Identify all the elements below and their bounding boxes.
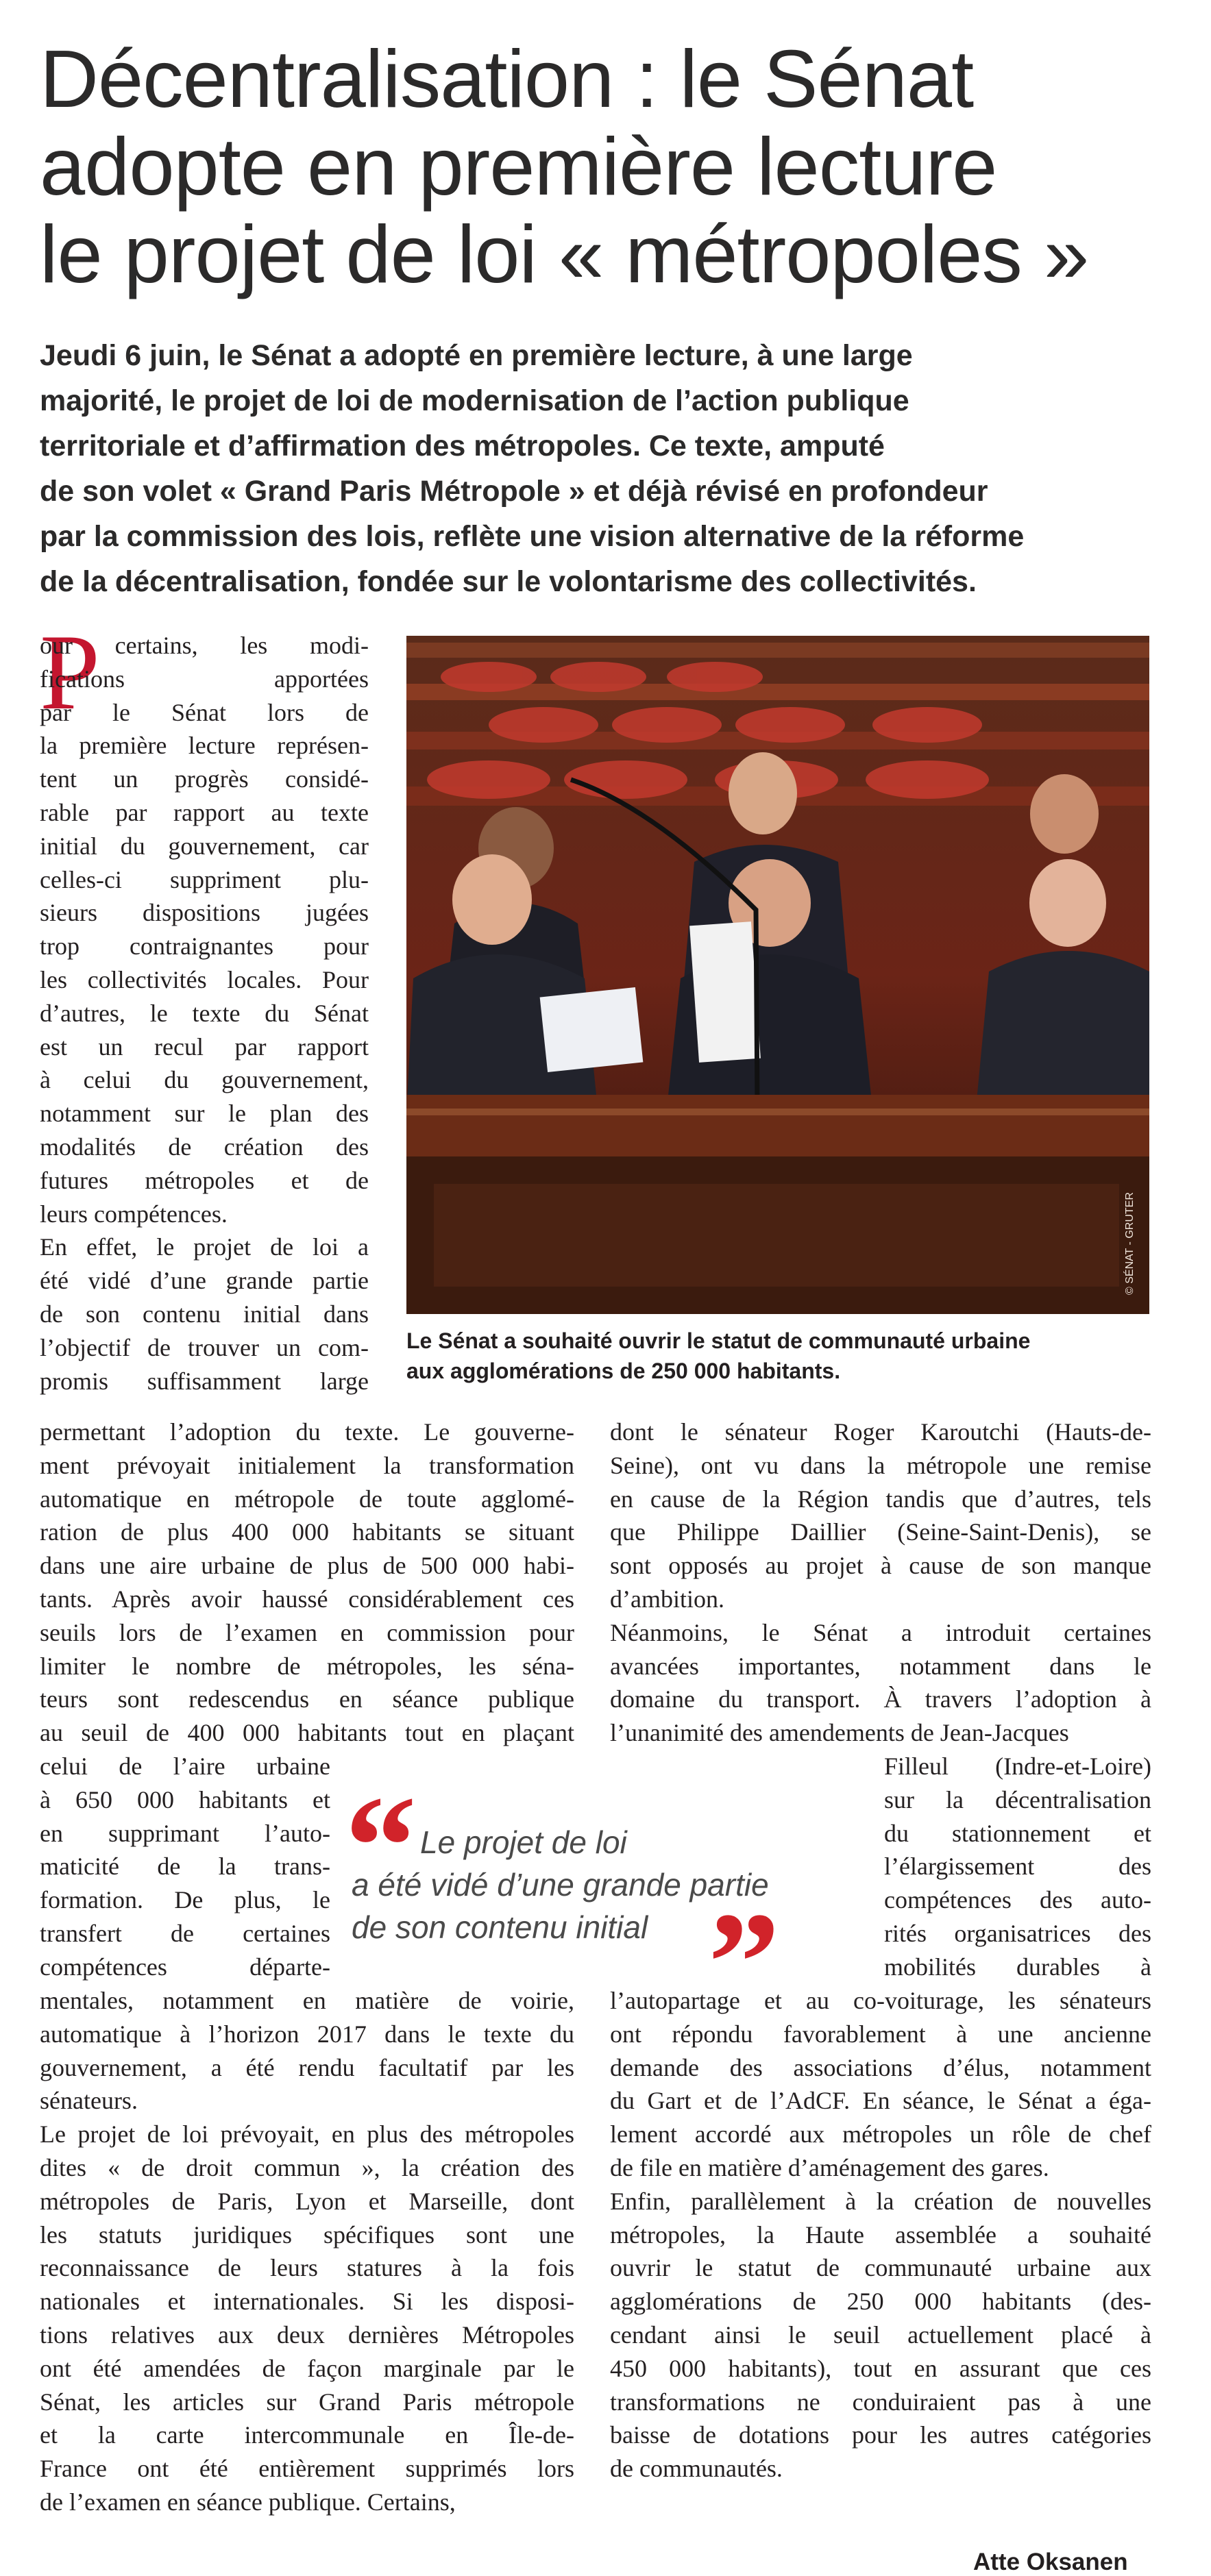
text-line: notamment sur le plan des (40, 1100, 369, 1128)
article-lede (40, 333, 1184, 604)
text-line: futures métropoles et de (40, 1166, 369, 1194)
text-line: et la carte intercommunale en Île-de- (40, 2421, 574, 2449)
text-line: our certains, les modi- (40, 632, 369, 659)
lede-line: majorité, le projet de loi de modernisation de l’action publique (40, 384, 909, 417)
text-line: teurs sont redescendus en séance publique (40, 1685, 574, 1713)
text-line: tent un progrès considé- (40, 765, 369, 793)
senate-chamber-photo (406, 636, 1149, 1314)
text-line: du Gart et de l’AdCF. En séance, le Sénat a éga- (610, 2087, 1151, 2115)
text-line: transfert de certaines (40, 1919, 330, 1947)
text-line: demande des associations d’élus, notamment (610, 2053, 1151, 2081)
text-line: ont répondu favorablement à une ancienne (610, 2020, 1151, 2048)
text-line: dont le sénateur Roger Karoutchi (Hauts-de- (610, 1418, 1151, 1446)
open-quote-mark: “ (345, 1767, 417, 1926)
lede-line: territoriale et d’affirmation des métropoles. Ce texte, amputé (40, 430, 885, 462)
text-line: de son contenu initial dans (40, 1300, 369, 1328)
text-line: sénateurs. (40, 2087, 138, 2115)
text-line: de l’examen en séance publique. Certains, (40, 2488, 456, 2516)
column-left-narrow (40, 1750, 330, 1984)
headline-line: le projet de loi « métropoles » (40, 209, 1089, 300)
text-line: dites « de droit commun », la création des (40, 2153, 574, 2181)
article-headline (40, 36, 1177, 299)
text-line: En effet, le projet de loi a (40, 1233, 369, 1261)
lede-line: de la décentralisation, fondée sur le volontarisme des collectivités. (40, 565, 977, 598)
text-line: transformations ne conduiraient pas à une (610, 2388, 1151, 2416)
text-line: Seine), ont vu dans la métropole une remise (610, 1451, 1151, 1479)
text-line: rités organisatrices des (884, 1919, 1151, 1947)
text-line: promis suffisamment large (40, 1367, 369, 1395)
text-line: leurs compétences. (40, 1200, 228, 1228)
column-left-top (40, 629, 369, 1398)
text-line: est un recul par rapport (40, 1032, 369, 1061)
photo-credit: © SÉNAT - GRUTER (1124, 1192, 1136, 1295)
text-line: seuils lors de l’examen en commission pour (40, 1618, 574, 1646)
lede-line: de son volet « Grand Paris Métropole » et déjà révisé en profondeur (40, 475, 988, 508)
pull-quote-line: de son contenu initial (352, 1909, 648, 1945)
text-line: domaine du transport. À travers l’adoption à (610, 1685, 1151, 1713)
text-line: métropoles de Paris, Lyon et Marseille, dont (40, 2187, 574, 2215)
text-line: les statuts juridiques spécifiques sont une (40, 2220, 574, 2249)
text-line: à celui du gouvernement, (40, 1066, 369, 1094)
text-line: automatique à l’horizon 2017 dans le texte du (40, 2020, 574, 2048)
text-line: agglomérations de 250 000 habitants (des- (610, 2288, 1151, 2316)
text-line: en supprimant l’auto- (40, 1819, 330, 1847)
text-line: ment prévoyait initialement la transformation (40, 1451, 574, 1479)
text-line: Le projet de loi prévoyait, en plus des métropoles (40, 2120, 574, 2148)
text-line: sont opposés au projet à cause de son manque (610, 1552, 1151, 1580)
text-line: modalités de création des (40, 1132, 369, 1161)
pull-quote-line: a été vidé d’une grande partie (352, 1867, 769, 1903)
text-line: nationales et internationales. Si les disposi- (40, 2288, 574, 2316)
text-line: tants. Après avoir haussé considérablement ces (40, 1585, 574, 1613)
text-line: fications apportées (40, 665, 369, 693)
text-line: l’autopartage et au co-voiturage, les sénateurs (610, 1987, 1151, 2014)
column-right-bottom (610, 1984, 1151, 2486)
text-line: compétences des auto- (884, 1886, 1151, 1914)
close-quote-mark: ” (708, 1883, 780, 2042)
photo-caption (406, 1326, 1149, 1386)
text-line: été vidé d’une grande partie (40, 1267, 369, 1295)
text-line: ouvrir le statut de communauté urbaine aux (610, 2254, 1151, 2282)
drop-cap: P (40, 612, 100, 732)
caption-line: Le Sénat a souhaité ouvrir le statut de communauté urbaine (406, 1328, 1031, 1353)
text-line: initial du gouvernement, car (40, 832, 369, 860)
text-line: par le Sénat lors de (40, 698, 369, 726)
pull-quote-line: Le projet de loi (420, 1824, 627, 1860)
pull-quote-text (352, 1821, 769, 1948)
text-line: de communautés. (610, 2455, 783, 2483)
text-line: à 650 000 habitants et (40, 1785, 330, 1813)
text-line: celles-ci suppriment plu- (40, 865, 369, 893)
text-line: reconnaissance de leurs statures à la fois (40, 2254, 574, 2282)
text-line: lement accordé aux métropoles un rôle de chef (610, 2120, 1151, 2148)
pull-quote (345, 1767, 838, 2042)
text-line: compétences départe- (40, 1953, 330, 1981)
headline-line: adopte en première lecture (40, 121, 997, 212)
text-line: Enfin, parallèlement à la création de nouvelles (610, 2187, 1151, 2215)
text-line: d’ambition. (610, 1585, 724, 1613)
article-photo (406, 636, 1149, 1314)
column-left-bottom (40, 1984, 574, 2519)
caption-line: aux agglomérations de 250 000 habitants. (406, 1359, 841, 1383)
text-line: l’élargissement des (884, 1853, 1151, 1881)
text-line: au seuil de 400 000 habitants tout en plaçant (40, 1719, 574, 1747)
text-line: trop contraignantes pour (40, 932, 369, 961)
text-line: ration de plus 400 000 habitants se situant (40, 1518, 574, 1546)
text-line: mentales, notamment en matière de voirie, (40, 1987, 574, 2014)
text-line: d’autres, le texte du Sénat (40, 999, 369, 1027)
text-line: celui de l’aire urbaine (40, 1753, 330, 1780)
column-left-middle (40, 1415, 574, 1750)
text-line: ont été amendées de façon marginale par le (40, 2354, 574, 2382)
text-line: limiter le nombre de métropoles, les séna- (40, 1652, 574, 1680)
text-line: formation. De plus, le (40, 1886, 330, 1914)
text-line: sieurs dispositions jugées (40, 899, 369, 927)
text-line: Filleul (Indre-et-Loire) (884, 1753, 1151, 1780)
text-line: cendant ainsi le seuil actuellement placé à (610, 2320, 1151, 2349)
text-line: l’unanimité des amendements de Jean-Jacques (610, 1719, 1069, 1747)
text-line: maticité de la trans- (40, 1853, 330, 1881)
text-line: que Philippe Daillier (Seine-Saint-Denis), se (610, 1518, 1151, 1546)
text-line: permettant l’adoption du texte. Le gouverne- (40, 1418, 574, 1446)
text-line: automatique en métropole de toute agglomé- (40, 1485, 574, 1513)
column-right-top (610, 1415, 1151, 1750)
text-line: en cause de la Région tandis que d’autres, tels (610, 1485, 1151, 1513)
text-line: la première lecture représen- (40, 732, 369, 760)
text-line: 450 000 habitants), tout en assurant que ces (610, 2354, 1151, 2382)
text-line: dans une aire urbaine de plus de 500 000 habi- (40, 1552, 574, 1580)
text-line: Néanmoins, le Sénat a introduit certaines (610, 1618, 1151, 1646)
text-line: sur la décentralisation (884, 1785, 1151, 1813)
text-line: les collectivités locales. Pour (40, 965, 369, 993)
text-line: du stationnement et (884, 1819, 1151, 1847)
column-right-narrow (884, 1750, 1151, 1984)
text-line: baisse de dotations pour les autres catégories (610, 2421, 1151, 2449)
lede-line: par la commission des lois, reflète une vision alternative de la réforme (40, 520, 1025, 553)
text-line: Sénat, les articles sur Grand Paris métropole (40, 2388, 574, 2416)
text-line: gouvernement, a été rendu facultatif par les (40, 2053, 574, 2081)
text-line: mobilités durables à (884, 1953, 1151, 1981)
headline-line: Décentralisation : le Sénat (40, 34, 974, 125)
article-author: Atte Oksanen (973, 2549, 1128, 2575)
text-line: l’objectif de trouver un com- (40, 1333, 369, 1361)
text-line: tions relatives aux deux dernières Métropoles (40, 2320, 574, 2349)
text-line: France ont été entièrement supprimés lors (40, 2455, 574, 2483)
text-line: métropoles, la Haute assemblée a souhaité (610, 2220, 1151, 2249)
text-line: rable par rapport au texte (40, 798, 369, 826)
lede-line: Jeudi 6 juin, le Sénat a adopté en première lecture, à une large (40, 339, 913, 372)
text-line: avancées importantes, notamment dans le (610, 1652, 1151, 1680)
text-line: de file en matière d’aménagement des gares. (610, 2153, 1049, 2181)
